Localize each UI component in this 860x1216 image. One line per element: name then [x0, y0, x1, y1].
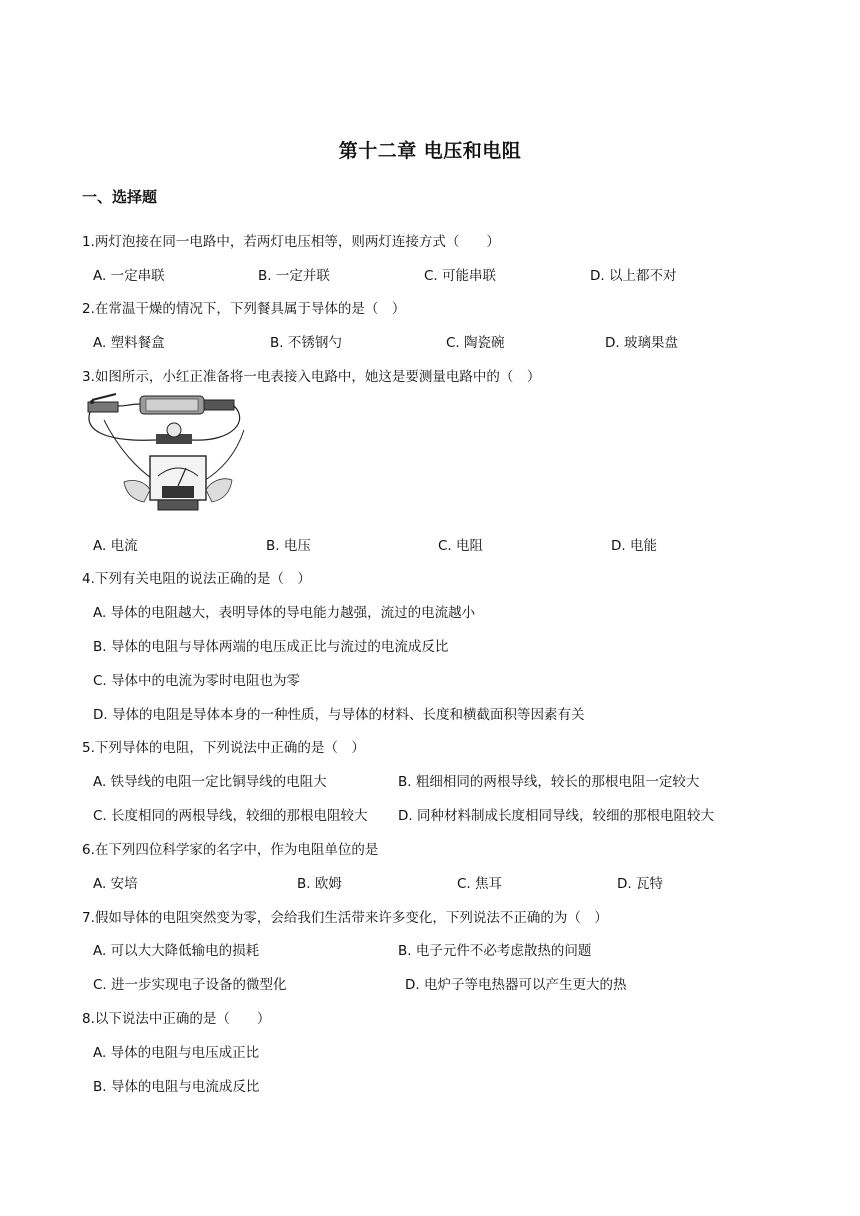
section-heading: 一、选择题: [82, 188, 158, 206]
question-5-stem: 5.下列导体的电阻，下列说法中正确的是（ ）: [82, 740, 365, 756]
question-4-option-d: D. 导体的电阻是导体本身的一种性质，与导体的材料、长度和横截面积等因素有关: [93, 707, 585, 723]
question-7-option-d: D. 电炉子等电热器可以产生更大的热: [405, 977, 627, 993]
question-5-option-a: A. 铁导线的电阻一定比铜导线的电阻大: [93, 774, 327, 790]
question-1-option-b: B. 一定并联: [258, 268, 330, 284]
question-8-option-b: B. 导体的电阻与电流成反比: [93, 1079, 260, 1095]
question-7-option-a: A. 可以大大降低输电的损耗: [93, 943, 260, 959]
question-4-option-a: A. 导体的电阻越大，表明导体的导电能力越强，流过的电流越小: [93, 605, 476, 621]
question-7-stem: 7.假如导体的电阻突然变为零，会给我们生活带来许多变化，下列说法不正确的为（ ）: [82, 910, 608, 926]
question-1-stem: 1.两灯泡接在同一电路中，若两灯电压相等，则两灯连接方式（ ）: [82, 234, 500, 250]
question-2-option-c: C. 陶瓷碗: [446, 335, 505, 351]
question-4-option-c: C. 导体中的电流为零时电阻也为零: [93, 673, 301, 689]
question-2-stem: 2.在常温干燥的情况下，下列餐具属于导体的是（ ）: [82, 301, 406, 317]
page-title: 第十二章 电压和电阻: [338, 140, 522, 162]
question-6-option-c: C. 焦耳: [457, 876, 503, 892]
question-3-option-d: D. 电能: [611, 538, 657, 554]
question-8-option-a: A. 导体的电阻与电压成正比: [93, 1045, 260, 1061]
question-5-option-c: C. 长度相同的两根导线，较细的那根电阻较大: [93, 808, 368, 824]
question-6-option-a: A. 安培: [93, 876, 138, 892]
question-2-option-b: B. 不锈钢勺: [270, 335, 342, 351]
question-4-stem: 4.下列有关电阻的说法正确的是（ ）: [82, 571, 311, 587]
question-6-option-d: D. 瓦特: [617, 876, 663, 892]
question-6-stem: 6.在下列四位科学家的名字中，作为电阻单位的是: [82, 842, 379, 858]
question-6-option-b: B. 欧姆: [297, 876, 342, 892]
question-5-option-d: D. 同种材料制成长度相同导线，较细的那根电阻较大: [398, 808, 714, 824]
question-2-option-a: A. 塑料餐盒: [93, 335, 165, 351]
question-3-option-b: B. 电压: [266, 538, 311, 554]
question-8-stem: 8.以下说法中正确的是（ ）: [82, 1011, 271, 1027]
circuit-meter-figure: [84, 390, 254, 518]
question-1-option-d: D. 以上都不对: [590, 268, 677, 284]
question-3-option-c: C. 电阻: [438, 538, 484, 554]
question-5-option-b: B. 粗细相同的两根导线，较长的那根电阻一定较大: [398, 774, 700, 790]
question-1-option-c: C. 可能串联: [424, 268, 497, 284]
question-4-option-b: B. 导体的电阻与导体两端的电压成正比与流过的电流成反比: [93, 639, 449, 655]
question-2-option-d: D. 玻璃果盘: [605, 335, 678, 351]
question-7-option-c: C. 进一步实现电子设备的微型化: [93, 977, 287, 993]
question-3-stem: 3.如图所示，小红正准备将一电表接入电路中，她这是要测量电路中的（ ）: [82, 369, 541, 385]
question-7-option-b: B. 电子元件不必考虑散热的问题: [398, 943, 592, 959]
question-3-option-a: A. 电流: [93, 538, 138, 554]
question-1-option-a: A. 一定串联: [93, 268, 165, 284]
